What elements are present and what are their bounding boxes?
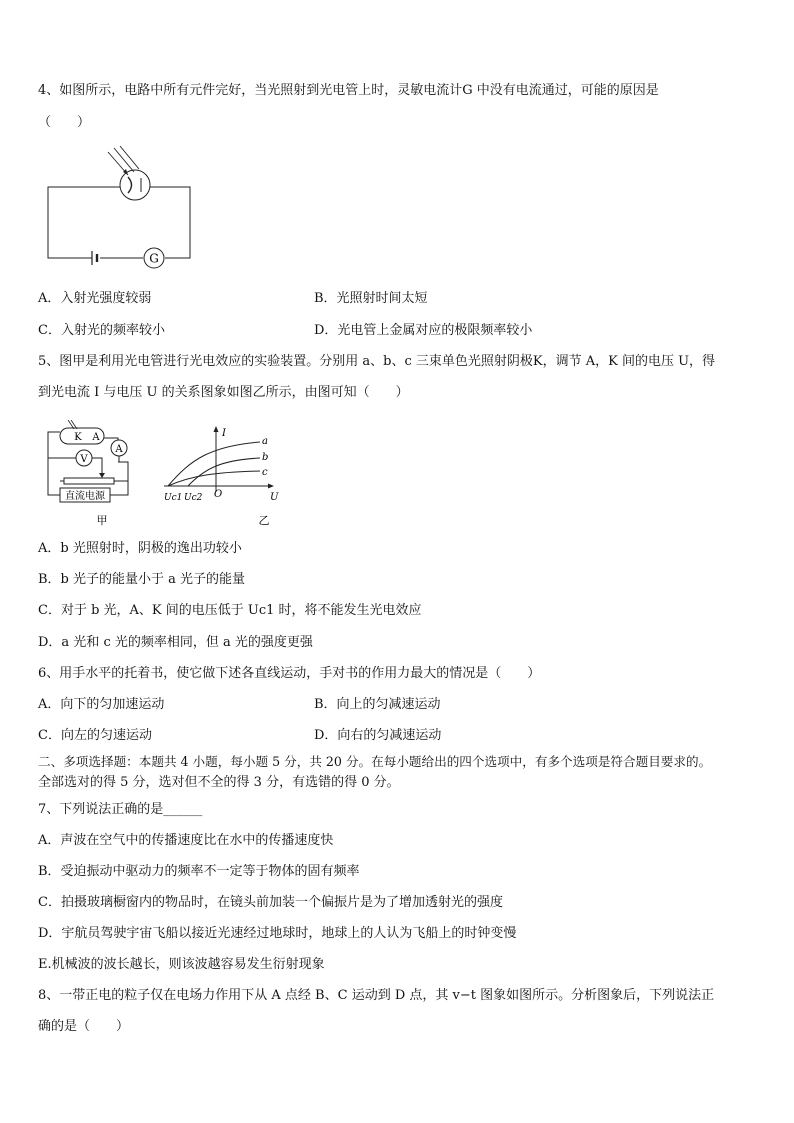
q4-option-c: C．入射光的频率较小	[38, 323, 165, 338]
uc1-label: Uc1	[164, 493, 183, 503]
q6-option-b: B．向上的匀减速运动	[314, 697, 441, 712]
tube-a-label: A	[92, 432, 100, 443]
q6-option-c: C．向左的匀速运动	[38, 728, 152, 743]
origin-label: O	[214, 489, 223, 500]
ammeter-label: A	[115, 444, 123, 455]
q5-figure-yi	[160, 420, 280, 528]
q7-option-c: C．拍摄玻璃橱窗内的物品时，在镜头前加装一个偏振片是为了增加透射光的强度	[38, 895, 503, 910]
q5-option-d: D．a 光和 c 光的频率相同，但 a 光的强度更强	[38, 635, 313, 650]
figure-jia-caption: 甲	[96, 514, 108, 527]
q4-option-b: B．光照射时间太短	[314, 291, 428, 306]
q6-stem: 6、用手水平的托着书，使它做下述各直线运动，手对书的作用力最大的情况是（ ）	[38, 666, 541, 681]
section2-intro-line1: 二、多项选择题：本题共 4 小题，每小题 5 分，共 20 分。在每小题给出的四个选项中，有多个选项是符合题目要求的。	[38, 754, 712, 769]
q8-stem-line1: 8、一带正电的粒子仅在电场力作用下从 A 点经 B、C 运动到 D 点，其 v−t 图象如图所示。分析图象后，下列说法正	[38, 988, 715, 1003]
tube-k-label: K	[74, 432, 82, 443]
curve-c	[168, 471, 260, 486]
q8-stem-line2: 确的是（ ）	[38, 1019, 130, 1034]
q5-option-c: C．对于 b 光，A、K 间的电压低于 Uc1 时，将不能发生光电效应	[38, 603, 422, 618]
u-axis-label: U	[270, 492, 279, 503]
q5-figure-jia	[40, 420, 140, 528]
q4-circuit-figure	[40, 145, 200, 273]
curve-c-label: c	[262, 467, 268, 478]
q5-option-a: A．b 光照射时，阴极的逸出功较小	[38, 541, 242, 556]
q4-stem: 4、如图所示，电路中所有元件完好，当光照射到光电管上时，灵敏电流计G 中没有电流通过，可能的原因是	[38, 83, 659, 98]
q5-stem-line2: 到光电流 I 与电压 U 的关系图象如图乙所示，由图可知（ ）	[38, 385, 409, 400]
q7-stem: 7、下列说法正确的是______	[38, 802, 203, 817]
figure-yi-caption: 乙	[258, 514, 270, 527]
q4-option-a: A．入射光强度较弱	[38, 291, 152, 306]
curve-a	[168, 442, 260, 486]
q5-stem-line1: 5、图甲是利用光电管进行光电效应的实验装置。分别用 a、b、c 三束单色光照射阴极K，调节 A，K 间的电压 U，得	[38, 354, 716, 369]
q7-option-b: B．受迫振动中驱动力的频率不一定等于物体的固有频率	[38, 864, 360, 879]
section2-intro-line2: 全部选对的得 5 分，选对但不全的得 3 分，有选错的得 0 分。	[38, 775, 400, 790]
q4-option-d: D．光电管上金属对应的极限频率较小	[314, 323, 533, 338]
q5-option-b: B．b 光子的能量小于 a 光子的能量	[38, 572, 246, 587]
q7-option-a: A．声波在空气中的传播速度比在水中的传播速度快	[38, 833, 334, 848]
curve-b-label: b	[262, 452, 269, 463]
i-axis-label: I	[222, 428, 226, 439]
q4-blank: （ ）	[38, 115, 91, 130]
uc2-label: Uc2	[184, 493, 203, 503]
q6-option-a: A．向下的匀加速运动	[38, 697, 165, 712]
curve-b	[188, 458, 260, 486]
curve-a-label: a	[262, 436, 268, 447]
dc-source-label: 直流电源	[65, 491, 105, 502]
voltmeter-label: V	[80, 454, 88, 465]
galvanometer-label: G	[149, 251, 159, 266]
q7-option-d: D．宇航员驾驶宇宙飞船以接近光速经过地球时，地球上的人认为飞船上的时钟变慢	[38, 926, 517, 941]
q7-option-e: E.机械波的波长越长，则该波越容易发生衍射现象	[38, 957, 325, 972]
q6-option-d: D．向右的匀减速运动	[314, 728, 442, 743]
